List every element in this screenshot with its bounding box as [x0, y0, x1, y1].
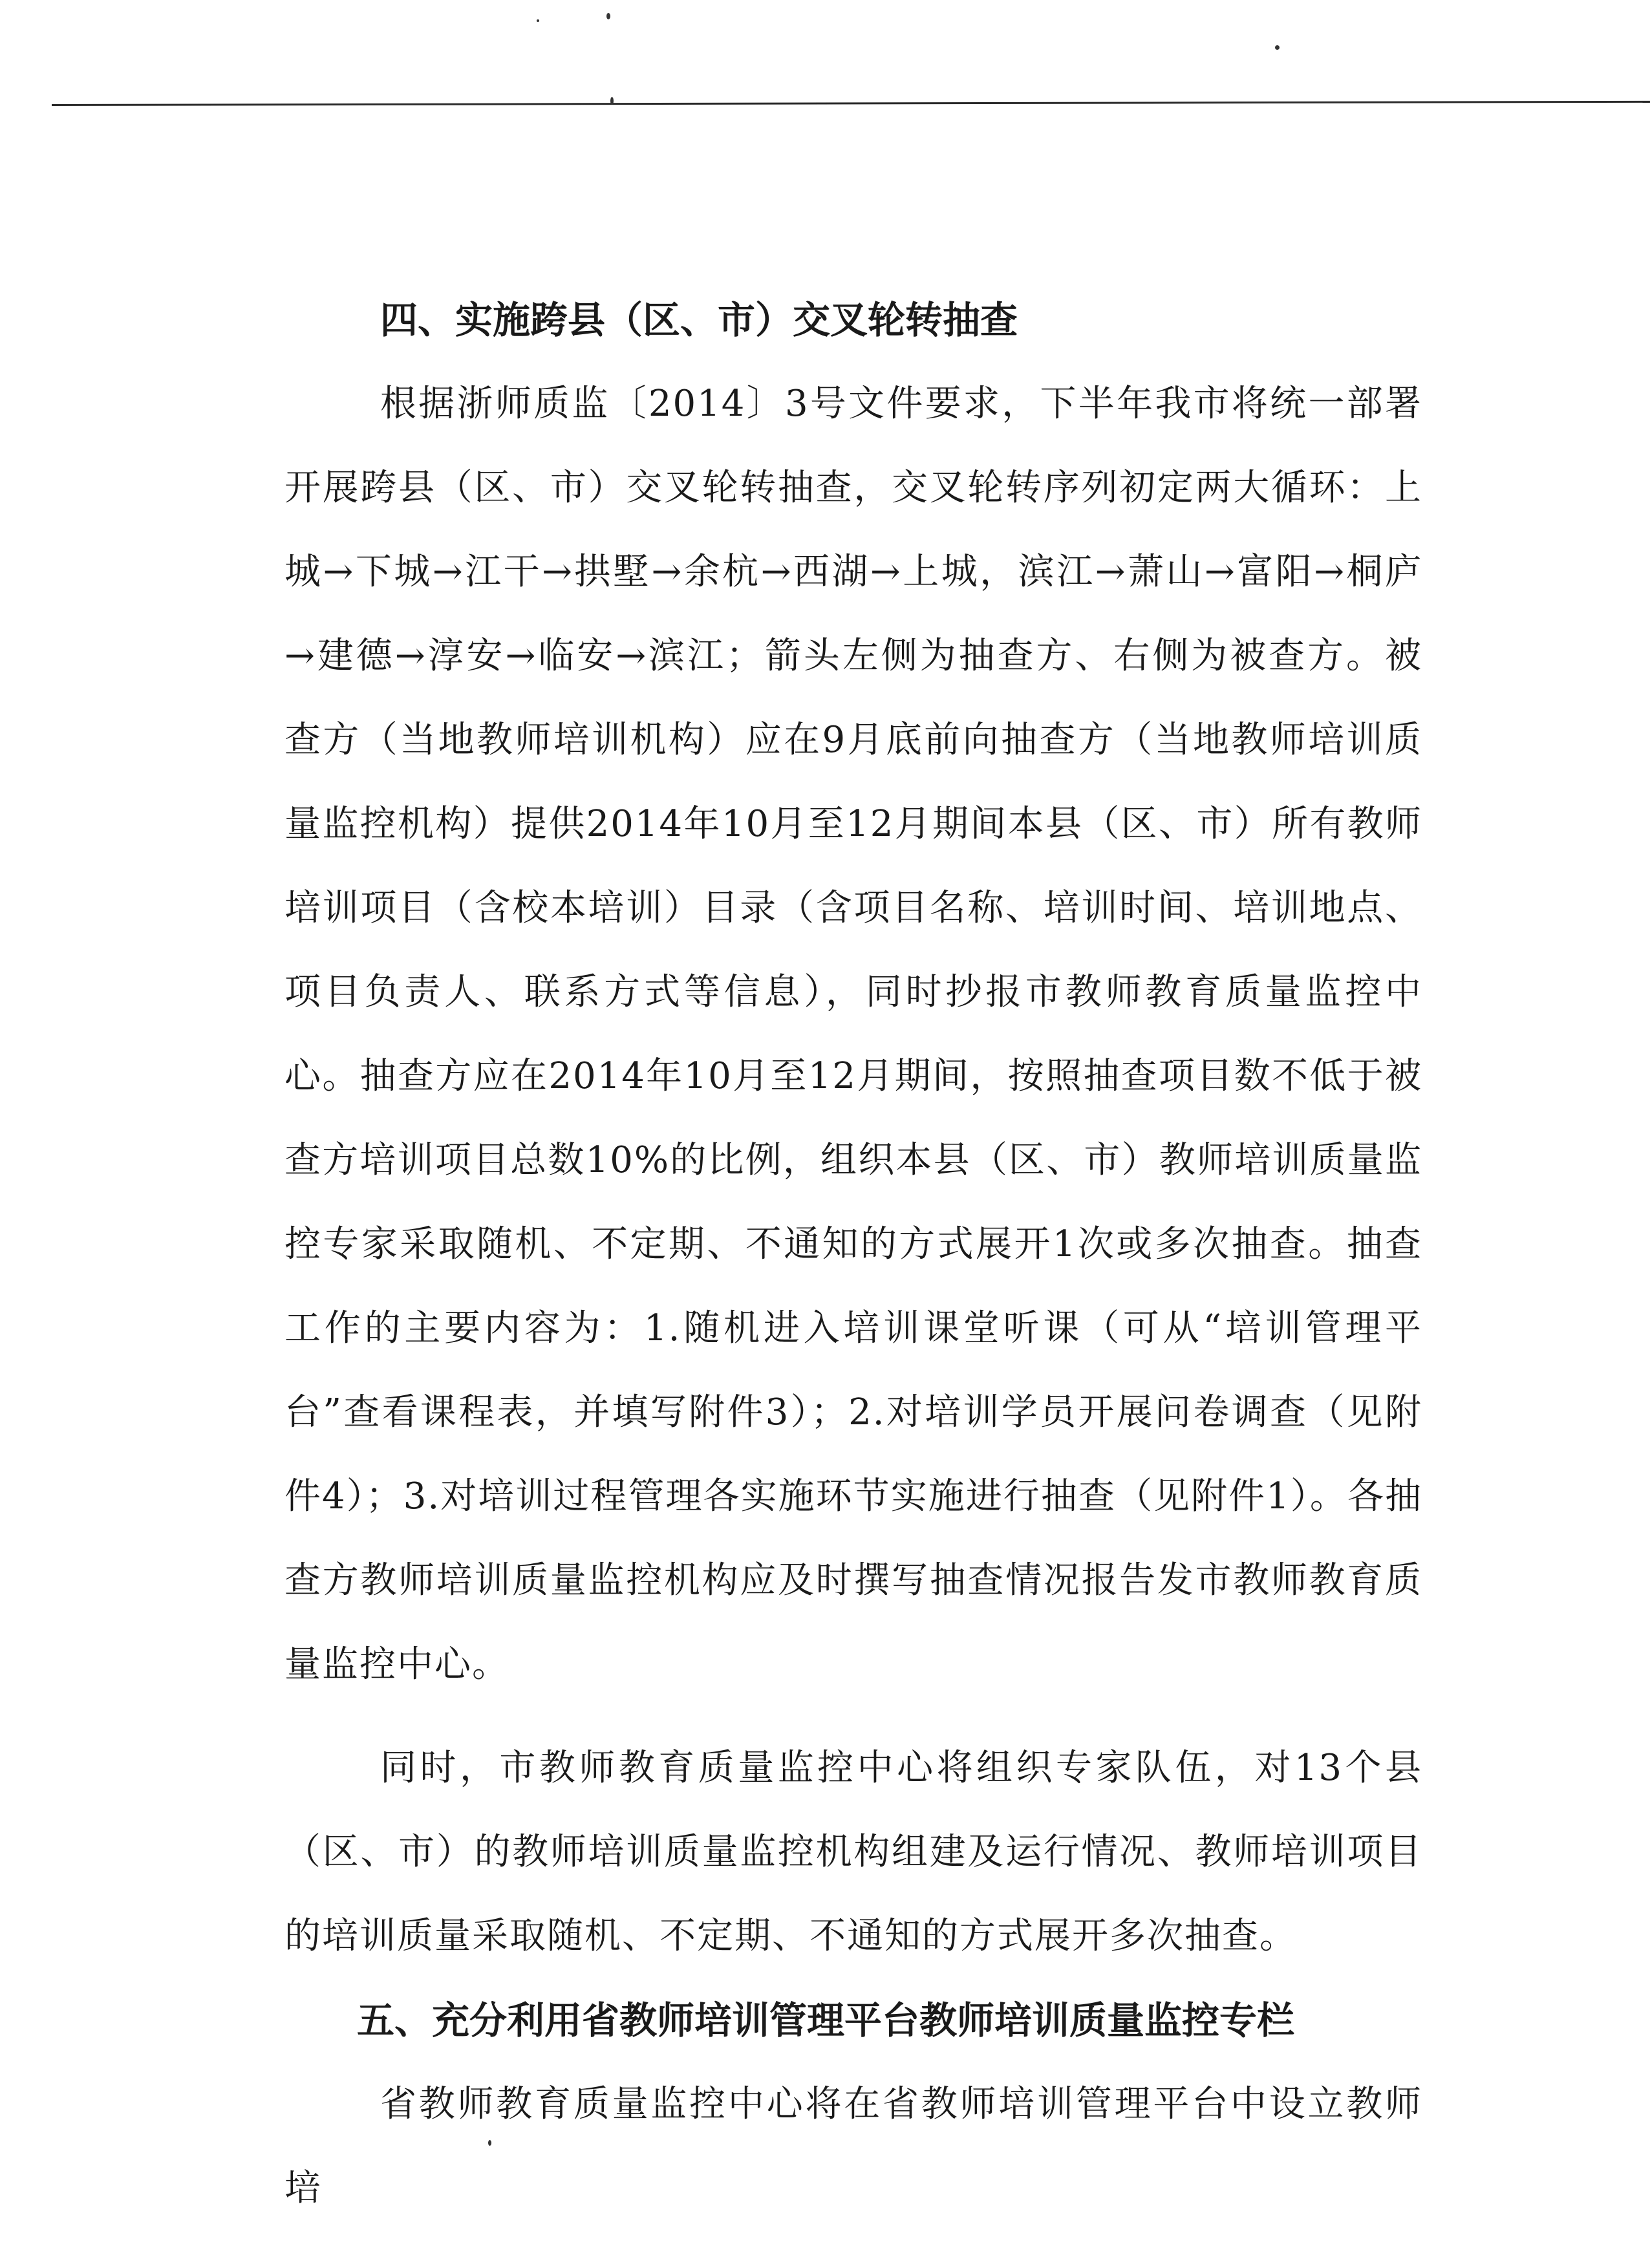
scan-speck	[537, 19, 539, 22]
section-five-heading: 五、充分利用省教师培训管理平台教师培训质量监控专栏	[357, 1998, 1295, 2042]
scan-speck	[606, 13, 610, 19]
section-five-paragraph-1: 省教师教育质量监控中心将在省教师培训管理平台中设立教师培	[284, 2083, 1422, 2209]
section-four-heading: 四、实施跨县（区、市）交叉轮转抽查	[380, 298, 1018, 342]
document-body	[284, 278, 1422, 2231]
scan-speck	[610, 97, 614, 105]
section-four-paragraph-1: 根据浙师质监〔2014〕3号文件要求，下半年我市将统一部署开展跨县（区、市）交叉轮转抽查，交叉轮转序列初定两大循环：上城→下城→江干→拱墅→余杭→西湖→上城，滨江→萧山→富阳→桐庐→建德→淳安→临安→滨江；箭头左侧为抽查方、右侧为被查方。被查方（当地教师培训机构）应在9月底前向抽查方（当地教师培训质量监控机构）提供2014年10月至12月期间本县（区、市）所有教师培训项目（含校本培训）目录（含项目名称、培训时间、培训地点、项目负责人、联系方式等信息），同时抄报市教师教育质量监控中心。抽查方应在2014年10月至12月期间，按照抽查项目数不低于被查方培训项目总数10%的比例，组织本县（区、市）教师培训质量监控专家采取随机、不定期、不通知的方式展开1次或多次抽查。抽查工作的主要内容为：1.随机进入培训课堂听课（可从“培训管理平台”查看课程表，并填写附件3）；2.对培训学员开展问卷调查（见附件4）；3.对培训过程管理各实施环节实施进行抽查（见附件1）。各抽查方教师培训质量监控机构应及时撰写抽查情况报告发市教师教育质量监控中心。	[284, 383, 1422, 1685]
scan-speck	[1275, 45, 1280, 50]
scan-border-line	[52, 101, 1650, 106]
section-four-paragraph-2: 同时，市教师教育质量监控中心将组织专家队伍，对13个县（区、市）的教师培训质量监控机构组建及运行情况、教师培训项目的培训质量采取随机、不定期、不通知的方式展开多次抽查。	[284, 1747, 1422, 1957]
